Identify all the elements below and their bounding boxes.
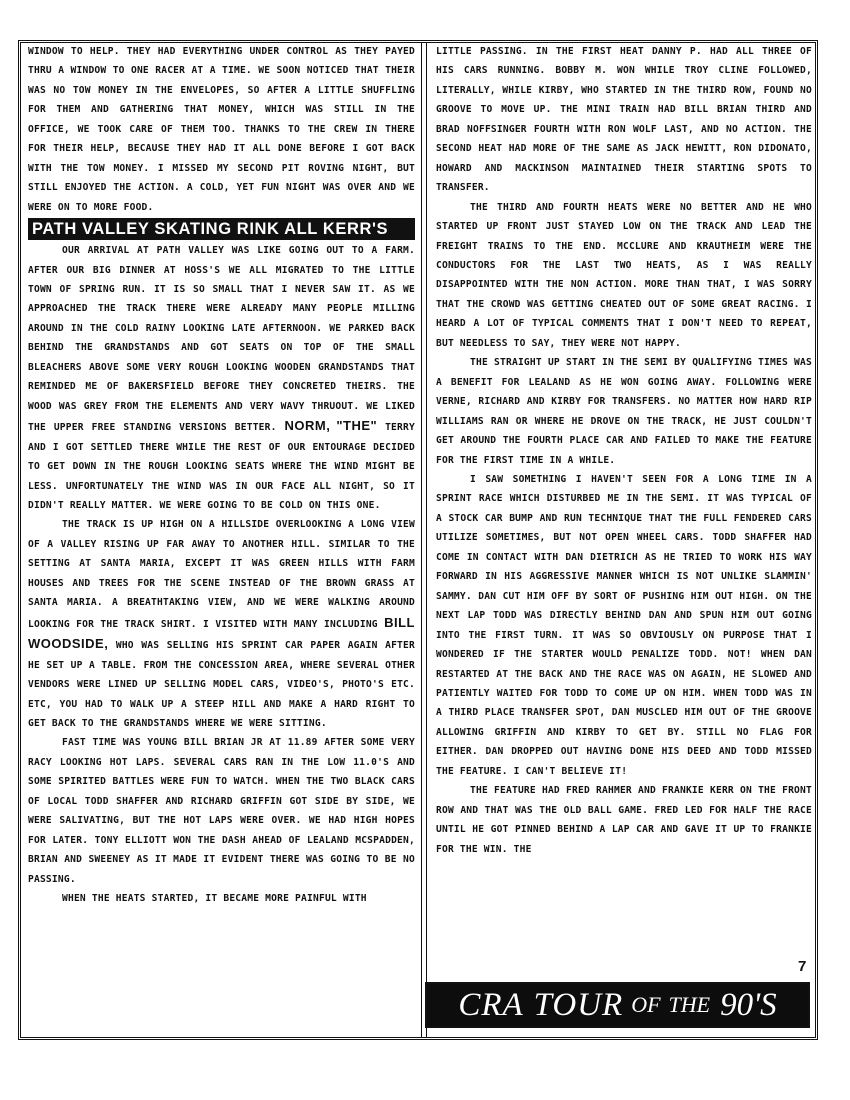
paragraph-fast-time: FAST TIME WAS YOUNG BILL BRIAN JR AT 11.89 AFTER SOME VERY RACY LOOKING HOT LAPS. SEVERAL CARS RAN IN THE LOW 11.0'S AND SOME SPIRITED BATTLES WERE FUN TO WATCH. WHEN THE TWO BLACK CARS OF LOCAL TODD SHAFFER AND RICHARD GRIFFIN GOT SIDE BY SIDE, WE WERE SALIVATING, BUT THE HOT LAPS WERE OVER. WE HAD HIGH HOPES FOR LATER. TONY ELLIOTT WON THE DASH AHEAD OF LEALAND MCSPADDEN, BRIAN AND SWEENEY AS IT MADE IT EVIDENT THERE WAS GOING TO BE NO PASSING. — [28, 737, 415, 885]
track-text-b: WHO WAS SELLING HIS SPRINT CAR PAPER AGAIN AFTER HE SET UP A TABLE. FROM THE CONCESSION AREA, WHERE SEVERAL OTHER VENDORS WERE LINED UP SELLING MODEL CARS, VIDEO'S, PHOTO'S ETC. ETC, YOU HAD TO WALK UP A STEEP HILL AND MAKE A HARD RIGHT TO GET BACK TO THE GRANDSTANDS WHERE WE WERE SITTING. — [28, 640, 415, 729]
banner-cra: CRA — [458, 986, 524, 1023]
paragraph-track — [28, 515, 415, 733]
paragraph-semi: THE STRAIGHT UP START IN THE SEMI BY QUALIFYING TIMES WAS A BENEFIT FOR LEALAND AS HE WON GOING AWAY. FOLLOWING WERE VERNE, RICHARD AND KIRBY FOR TRANSFERS. NO MATTER HOW HARD RIP WILLIAMS RAN OR WHERE HE DROVE ON THE TRACK, HE JUST COULDN'T GET AROUND THE FOURTH PLACE CAR AND FAILED TO MAKE THE FEATURE FOR THE FIRST TIME IN A WHILE. — [436, 357, 812, 466]
track-text-a: THE TRACK IS UP HIGH ON A HILLSIDE OVERLOOKING A LONG VIEW OF A VALLEY RISING UP FAR AWAY TO ANOTHER HILL. SIMILAR TO THE SETTING AT SANTA MARIA, EXCEPT IT WAS GREEN HILLS WITH FARM HOUSES AND TREES FOR THE SCENE INSTEAD OF THE BROWN GRASS AT SANTA MARIA. A BREATHTAKING VIEW, AND WE WERE WALKING AROUND LOOKING FOR THE TRACK SHIRT. I VISITED WITH MANY INCLUDING — [28, 519, 415, 630]
left-column — [28, 42, 415, 1032]
paragraph-third-fourth-heats: THE THIRD AND FOURTH HEATS WERE NO BETTER AND HE WHO STARTED UP FRONT JUST STAYED LOW ON THE TRACK AND LEAD THE FREIGHT TRAINS TO THE END. MCCLURE AND KRAUTHEIM WERE THE CONDUCTORS FOR THE LAST TWO HEATS, AS I WAS REALLY DISAPPOINTED WITH THE NON ACTION. MORE THAN THAT, I WAS SORRY THAT THE CROWD WAS GETTING CHEATED OUT OF SOME GREAT RACING. I HEARD A LOT OF TYPICAL COMMENTS THAT I DON'T NEED TO REPEAT, BUT NEEDLESS TO SAY, THEY WERE NOT HAPPY. — [436, 201, 812, 349]
page-number: 7 — [798, 958, 807, 975]
paragraph-window-help: WINDOW TO HELP. THEY HAD EVERYTHING UNDER CONTROL AS THEY PAYED THRU A WINDOW TO ONE RACER AT A TIME. WE SOON NOTICED THAT THEIR WAS NO TOW MONEY IN THE ENVELOPES, SO AFTER A LITTLE SHUFFLING FOR THEM AND GATHERING THAT MONEY, WHICH WAS STILL IN THE OFFICE, WE TOOK CARE OF THEM TOO. THANKS TO THE CREW IN THERE FOR THEIR HELP, BECAUSE THEY HAD IT ALL DONE BEFORE I GOT BACK WITH THE TOW MONEY. I MISSED MY SECOND PIT ROVING NIGHT, BUT STILL ENJOYED THE ACTION. A COLD, YET FUN NIGHT WAS OVER AND WE WERE ON TO MORE FOOD. — [28, 46, 415, 213]
cra-tour-banner — [425, 982, 810, 1028]
banner-tour: TOUR — [533, 986, 624, 1023]
arrival-text-b: TERRY AND I GOT SETTLED THERE WHILE THE REST OF OUR ENTOURAGE DECIDED TO GET DOWN IN THE ROUGH LOOKING SEATS WHERE THE WIND MIGHT BE LESS. UNFORTUNATELY THE WIND WAS IN OUR FACE ALL NIGHT, SO IT DIDN'T REALLY MATTER. WE WERE GOING TO BE COLD ON THIS ONE. — [28, 422, 415, 511]
name-bill-woodside: BILL WOODSIDE, — [28, 614, 415, 652]
paragraph-bump-and-run: I SAW SOMETHING I HAVEN'T SEEN FOR A LONG TIME IN A SPRINT RACE WHICH DISTURBED ME IN THE SEMI. IT WAS TYPICAL OF A STOCK CAR BUMP AND RUN TECHNIQUE THAT THE FULL FENDERED CARS UTILIZE SOMETIMES, BUT NOT OPEN WHEEL CARS. TODD SHAFFER HAD COME IN CONTACT WITH DAN DIETRICH AS HE TRIED TO WORK HIS WAY FORWARD IN HIS AGGRESSIVE MANNER WHICH IS NOT UNLIKE SLAMMIN' SAMMY. DAN CUT HIM OFF BY SORT OF PUSHING HIM OUT HIGH. ON THE NEXT LAP TODD WAS DIRECTLY BEHIND DAN AND SPUN HIM OUT GOING INTO THE FIRST TURN. IT WAS SO OBVIOUSLY ON PURPOSE THAT I WONDERED IF THE STARTER WOULD PENALIZE TODD. NOT! WHEN DAN RESTARTED AT THE BACK AND THE RACE WAS ON AGAIN, HE SLOWED AND PATIENTLY WAITED FOR TODD TO COME UP ON HIM. WHEN TODD WAS IN A THIRD PLACE TRANSFER SPOT, DAN MUSCLED HIM OUT OF THE GROOVE ALLOWING GRIFFIN AND KIRBY TO GET BY. STILL NO FLAG FOR EITHER. DAN DROPPED OUT HAVING DONE HIS DEED AND TODD MISSED THE FEATURE. I CAN'T BELIEVE IT! — [436, 473, 812, 777]
section-title-path-valley: PATH VALLEY SKATING RINK ALL KERR'S — [28, 218, 415, 240]
paragraph-heats-continued: LITTLE PASSING. IN THE FIRST HEAT DANNY P. HAD ALL THREE OF HIS CARS RUNNING. BOBBY M. WON WHILE TROY CLINE FOLLOWED, LITERALLY, WHILE KIRBY, WHO STARTED IN THE THIRD ROW, FOUND NO GROOVE TO MOVE UP. THE MINI TRAIN HAD BILL BRIAN THIRD AND BRAD NOFFSINGER FOURTH WITH RON WOLF LAST, AND NO ACTION. THE SECOND HEAT HAD MORE OF THE SAME AS JACK HEWITT, RON DIDONATO, HOWARD AND MACKINSON MAINTAINED THEIR STARTING SPOTS TO TRANSFER. — [436, 46, 812, 194]
right-column — [436, 42, 812, 1002]
column-divider — [421, 42, 427, 1037]
banner-90s: 90'S — [720, 986, 777, 1023]
paragraph-arrival — [28, 241, 415, 515]
banner-the: THE — [668, 992, 711, 1017]
name-norm: NORM, "THE" — [284, 418, 378, 434]
paragraph-heats-start: WHEN THE HEATS STARTED, IT BECAME MORE PAINFUL WITH — [62, 893, 367, 905]
paragraph-feature: THE FEATURE HAD FRED RAHMER AND FRANKIE KERR ON THE FRONT ROW AND THAT WAS THE OLD BALL GAME. FRED LED FOR HALF THE RACE UNTIL HE GOT PINNED BEHIND A LAP CAR AND GAVE IT UP TO FRANKIE FOR THE WIN. THE — [436, 785, 812, 855]
banner-of: OF — [631, 992, 661, 1017]
arrival-text-a: OUR ARRIVAL AT PATH VALLEY WAS LIKE GOING OUT TO A FARM. AFTER OUR BIG DINNER AT HOSS'S WE ALL MIGRATED TO THE LITTLE TOWN OF SPRING RUN. IT IS SO SMALL THAT I NEVER SAW IT. AS WE APPROACHED THE TRACK THERE WERE ALREADY MANY PEOPLE MILLING AROUND IN THE COLD RAINY LOOKING LATE AFTERNOON. WE PARKED BACK BEHIND THE GRANDSTANDS AND GOT SEATS ON TOP OF THE SMALL BLEACHERS ABOVE SOME VERY ROUGH LOOKING WOODEN GRANDSTANDS THAT REMINDED ME OF BAKERSFIELD BEFORE THEY CONCRETED THEIRS. THE WOOD WAS GREY FROM THE ELEMENTS AND VERY WAVY THRUOUT. WE LIKED THE UPPER FREE STANDING VERSIONS BETTER. — [28, 245, 415, 434]
